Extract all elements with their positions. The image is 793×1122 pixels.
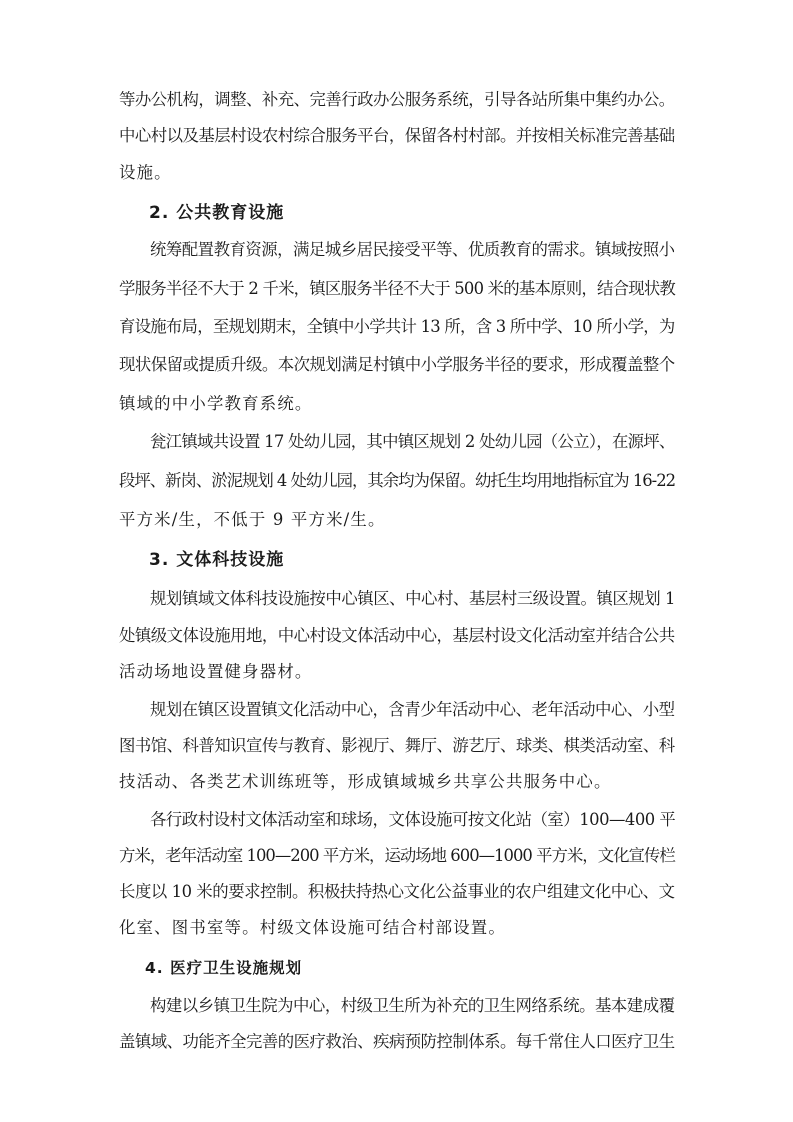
paragraph-line: 化室、图书室等。村级文体设施可结合村部设置。 bbox=[119, 918, 506, 937]
intro-line: 等办公机构，调整、补充、完善行政办公服务系统，引导各站所集中集约办公。 bbox=[119, 90, 675, 109]
paragraph-line: 各行政村设村文体活动室和球场，文体设施可按文化站（室）100—400 平 bbox=[150, 810, 676, 829]
paragraph-line: 规划在镇区设置镇文化活动中心，含青少年活动中心、老年活动中心、小型 bbox=[150, 700, 675, 719]
paragraph-line: 镇域的中小学教育系统。 bbox=[119, 394, 313, 413]
paragraph-line: 现状保留或提质升级。本次规划满足村镇中小学服务半径的要求，形成覆盖整个 bbox=[119, 355, 675, 374]
paragraph-line: 盖镇域、功能齐全完善的医疗救治、疾病预防控制体系。每千常住人口医疗卫生 bbox=[119, 1032, 675, 1051]
paragraph-line: 规划镇域文体科技设施按中心镇区、中心村、基层村三级设置。镇区规划 1 bbox=[150, 589, 675, 608]
paragraph-line: 育设施布局，至规划期末，全镇中小学共计 13 所，含 3 所中学、10 所小学，为 bbox=[119, 317, 675, 336]
section-heading-culture-sports: 3. 文体科技设施 bbox=[149, 550, 285, 570]
paragraph-line: 段坪、新岗、淤泥规划 4 处幼儿园，其余均为保留。幼托生均用地指标宜为 16-22 bbox=[119, 471, 676, 490]
intro-line: 设施。 bbox=[119, 163, 172, 182]
paragraph-line: 平方米/生，不低于 9 平方米/生。 bbox=[119, 510, 386, 529]
paragraph-line: 活动场地设置健身器材。 bbox=[119, 662, 313, 681]
section-heading-education: 2. 公共教育设施 bbox=[149, 203, 285, 223]
paragraph-line: 方米，老年活动室 100—200 平方米，运动场地 600—1000 平方米，文化宣传栏 bbox=[119, 846, 675, 865]
paragraph-line: 构建以乡镇卫生院为中心，村级卫生所为补充的卫生网络系统。基本建成覆 bbox=[150, 996, 675, 1015]
intro-line: 中心村以及基层村设农村综合服务平台，保留各村村部。并按相关标准完善基础 bbox=[119, 126, 675, 145]
paragraph-line: 处镇级文体设施用地，中心村设文体活动中心，基层村设文化活动室并结合公共 bbox=[119, 626, 675, 645]
paragraph-line: 长度以 10 米的要求控制。积极扶持热心文化公益事业的农户组建文化中心、文 bbox=[119, 882, 675, 901]
paragraph-line: 统筹配置教育资源，满足城乡居民接受平等、优质教育的需求。镇域按照小 bbox=[150, 240, 675, 259]
paragraph-line: 瓮江镇域共设置 17 处幼儿园，其中镇区规划 2 处幼儿园（公立），在源坪、 bbox=[150, 432, 675, 451]
section-heading-healthcare: 4. 医疗卫生设施规划 bbox=[145, 959, 303, 977]
paragraph-line: 图书馆、科普知识宣传与教育、影视厅、舞厅、游艺厅、球类、棋类活动室、科 bbox=[119, 736, 675, 755]
paragraph-line: 技活动、各类艺术训练班等，形成镇域城乡共享公共服务中心。 bbox=[119, 772, 612, 791]
paragraph-line: 学服务半径不大于 2 千米，镇区服务半径不大于 500 米的基本原则，结合现状教 bbox=[119, 279, 676, 298]
